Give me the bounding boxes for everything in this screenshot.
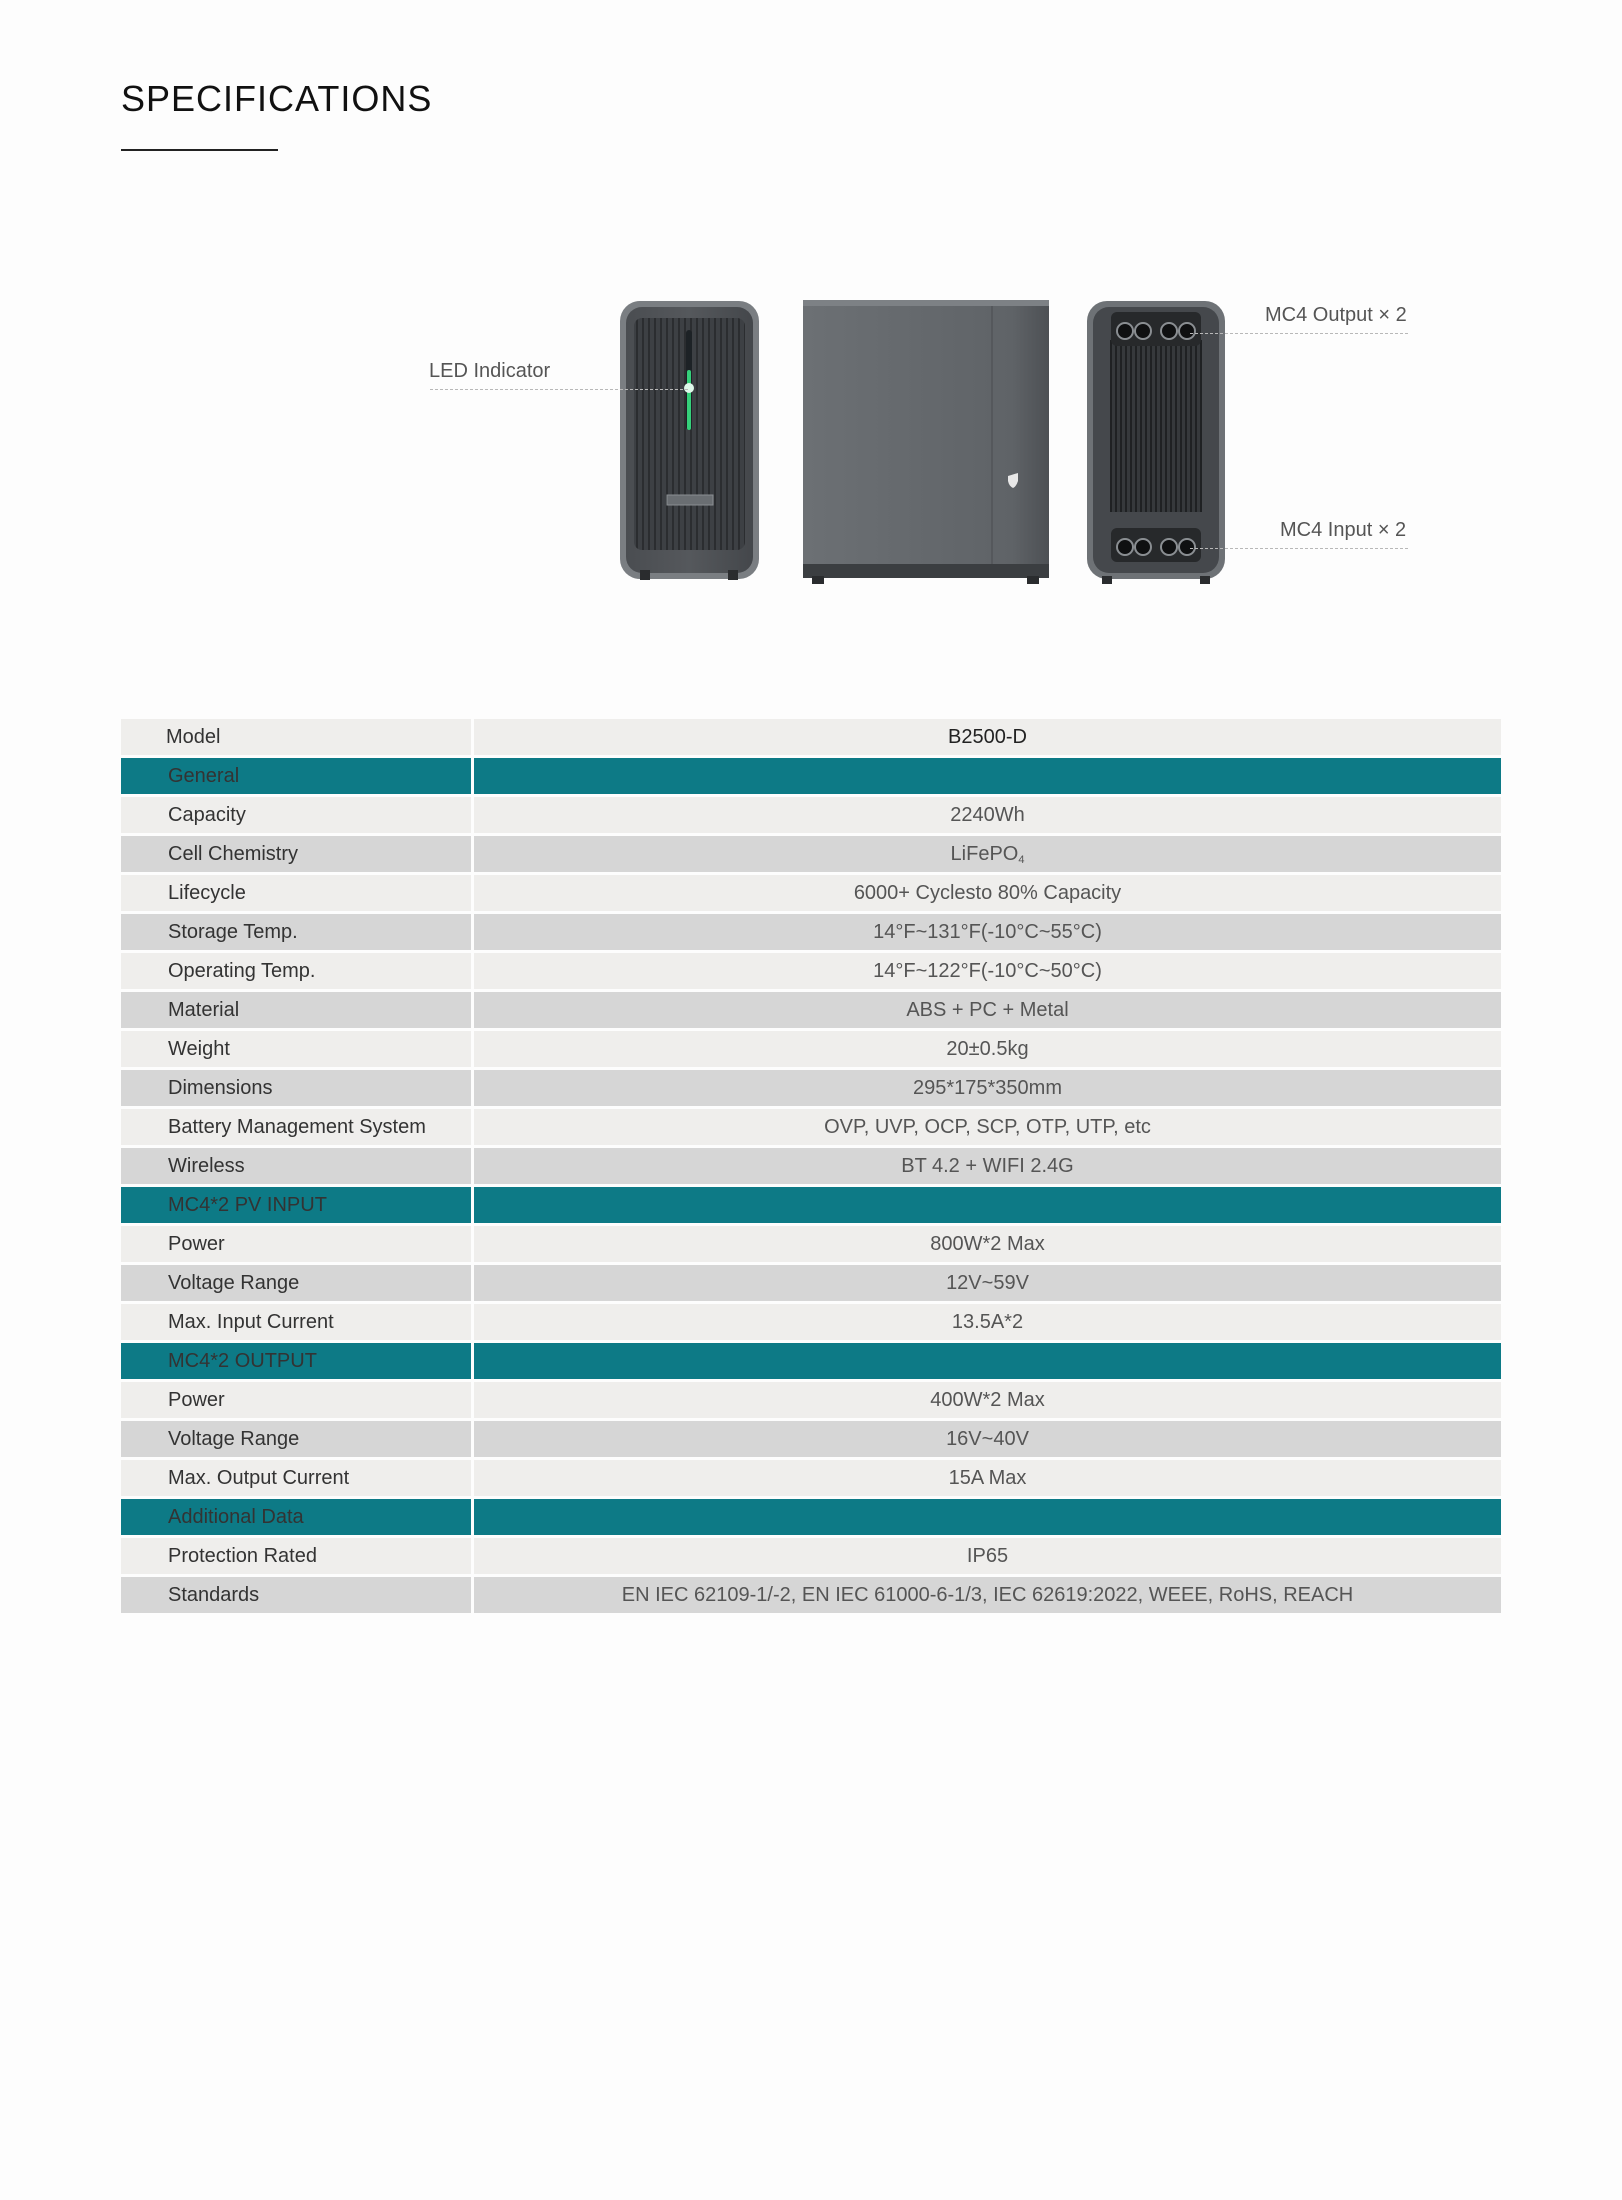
table-row xyxy=(121,953,1501,989)
spec-value: 400W*2 Max xyxy=(471,1382,1501,1418)
section-title: General xyxy=(121,758,471,794)
table-row xyxy=(121,1148,1501,1184)
product-views-illustration xyxy=(0,280,1622,600)
spec-value-text: LiFePO xyxy=(950,842,1019,865)
mc4-output-label: MC4 Output × 2 xyxy=(1265,304,1407,326)
table-row xyxy=(121,875,1501,911)
spec-label: Power xyxy=(121,1226,471,1262)
section-header-row xyxy=(121,758,1501,794)
spec-label: Storage Temp. xyxy=(121,914,471,950)
spec-label: Power xyxy=(121,1382,471,1418)
spec-label: Capacity xyxy=(121,797,471,833)
spec-label: Standards xyxy=(121,1577,471,1613)
spec-value: 2240Wh xyxy=(471,797,1501,833)
spec-value-subscript: 4 xyxy=(1018,853,1025,866)
spec-value: 15A Max xyxy=(471,1460,1501,1496)
spec-label: Voltage Range xyxy=(121,1421,471,1457)
table-row xyxy=(121,992,1501,1028)
table-row xyxy=(121,836,1501,872)
spec-label: Weight xyxy=(121,1031,471,1067)
table-row xyxy=(121,1538,1501,1574)
table-row xyxy=(121,1421,1501,1457)
specifications-table xyxy=(121,716,1501,1616)
spec-value: IP65 xyxy=(471,1538,1501,1574)
spec-label: Model xyxy=(121,719,471,755)
section-fill xyxy=(471,1499,1501,1535)
spec-value: 14°F~131°F(-10°C~55°C) xyxy=(471,914,1501,950)
table-row xyxy=(121,797,1501,833)
title-underline xyxy=(121,149,278,151)
spec-value: 295*175*350mm xyxy=(471,1070,1501,1106)
table-row xyxy=(121,1577,1501,1613)
output-leader-line xyxy=(1190,333,1408,334)
spec-label: Battery Management System xyxy=(121,1109,471,1145)
section-fill xyxy=(471,1343,1501,1379)
spec-value: EN IEC 62109-1/-2, EN IEC 61000-6-1/3, IEC 62619:2022, WEEE, RoHS, REACH xyxy=(471,1577,1501,1613)
table-row xyxy=(121,1460,1501,1496)
spec-value: 800W*2 Max xyxy=(471,1226,1501,1262)
led-indicator-light xyxy=(687,370,691,430)
input-leader-line xyxy=(1190,548,1408,549)
side-view xyxy=(803,300,1049,584)
table-row xyxy=(121,1070,1501,1106)
table-row xyxy=(121,1382,1501,1418)
table-row-model xyxy=(121,719,1501,755)
spec-value xyxy=(471,836,1501,872)
spec-value: 14°F~122°F(-10°C~50°C) xyxy=(471,953,1501,989)
spec-value: 12V~59V xyxy=(471,1265,1501,1301)
table-row xyxy=(121,1226,1501,1262)
product-views-figure xyxy=(0,280,1622,600)
front-view xyxy=(620,301,759,580)
spec-value: 6000+ Cyclesto 80% Capacity xyxy=(471,875,1501,911)
section-header-row xyxy=(121,1187,1501,1223)
led-indicator-label: LED Indicator xyxy=(429,360,551,382)
brand-plate xyxy=(667,495,713,505)
table-row xyxy=(121,1031,1501,1067)
spec-value: BT 4.2 + WIFI 2.4G xyxy=(471,1148,1501,1184)
spec-label: Max. Input Current xyxy=(121,1304,471,1340)
spec-label: Operating Temp. xyxy=(121,953,471,989)
spec-label: Cell Chemistry xyxy=(121,836,471,872)
section-title: Additional Data xyxy=(121,1499,471,1535)
section-title: MC4*2 OUTPUT xyxy=(121,1343,471,1379)
spec-label: Dimensions xyxy=(121,1070,471,1106)
spec-value: OVP, UVP, OCP, SCP, OTP, UTP, etc xyxy=(471,1109,1501,1145)
spec-value: B2500-D xyxy=(471,719,1501,755)
spec-label: Lifecycle xyxy=(121,875,471,911)
spec-label: Protection Rated xyxy=(121,1538,471,1574)
spec-label: Wireless xyxy=(121,1148,471,1184)
page-title: SPECIFICATIONS xyxy=(121,78,433,119)
table-row xyxy=(121,1304,1501,1340)
section-header-row xyxy=(121,1343,1501,1379)
led-leader-line xyxy=(430,389,688,390)
section-fill xyxy=(471,758,1501,794)
spec-label: Material xyxy=(121,992,471,1028)
section-title: MC4*2 PV INPUT xyxy=(121,1187,471,1223)
table-row xyxy=(121,914,1501,950)
spec-value: 16V~40V xyxy=(471,1421,1501,1457)
mc4-input-label: MC4 Input × 2 xyxy=(1280,519,1407,541)
table-row xyxy=(121,1109,1501,1145)
spec-value: 13.5A*2 xyxy=(471,1304,1501,1340)
spec-value: ABS + PC + Metal xyxy=(471,992,1501,1028)
spec-label: Voltage Range xyxy=(121,1265,471,1301)
table-row xyxy=(121,1265,1501,1301)
spec-label: Max. Output Current xyxy=(121,1460,471,1496)
back-view xyxy=(1087,301,1225,584)
section-fill xyxy=(471,1187,1501,1223)
spec-value: 20±0.5kg xyxy=(471,1031,1501,1067)
section-header-row xyxy=(121,1499,1501,1535)
